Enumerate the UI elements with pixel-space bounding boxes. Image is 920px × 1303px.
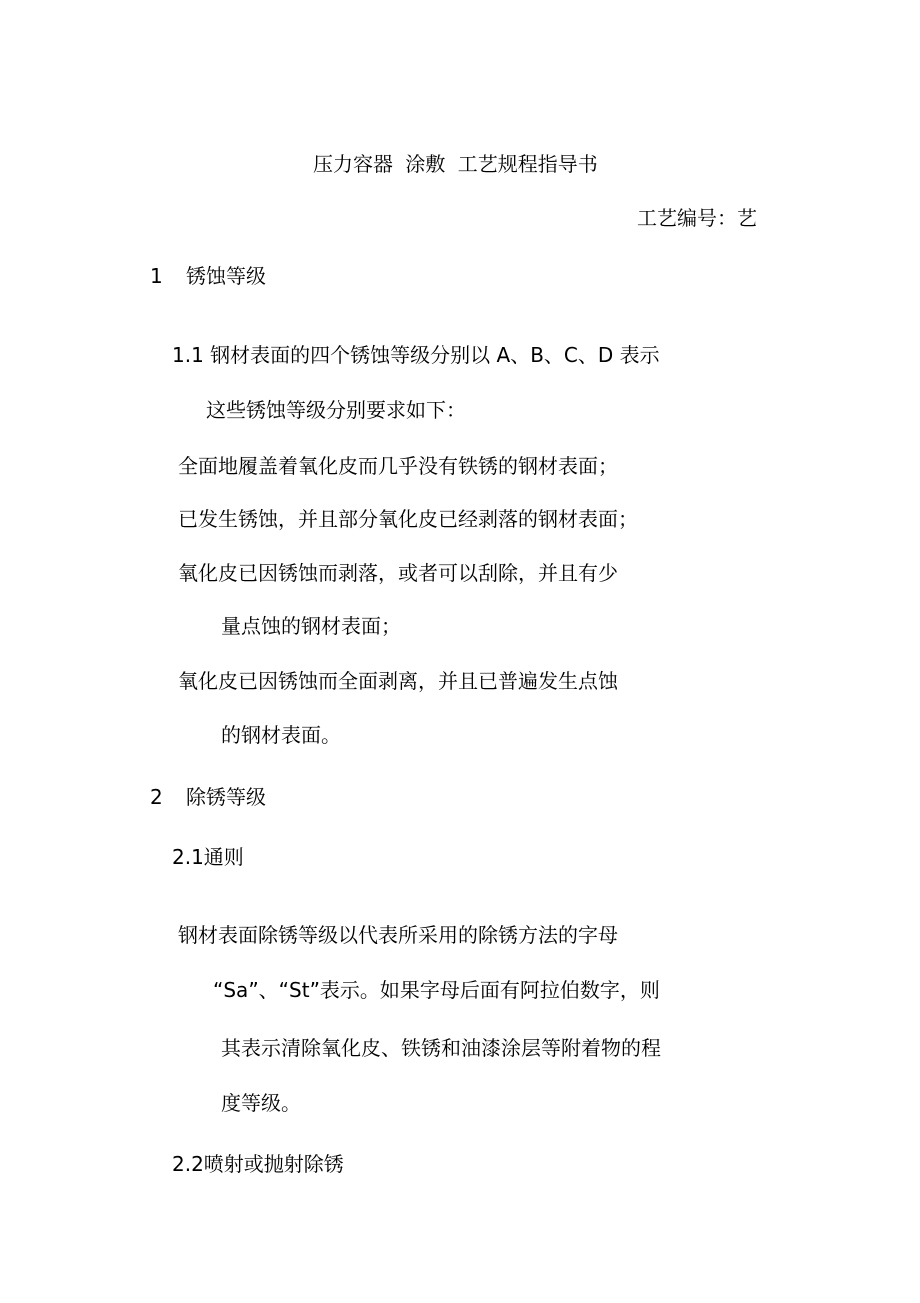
rust-grade-c-continued: 量点蚀的钢材表面； — [221, 614, 401, 638]
rust-grade-d-continued: 的钢材表面。 — [221, 723, 341, 747]
section-2-heading — [150, 785, 266, 809]
section-title: 除锈等级 — [186, 785, 266, 809]
rust-grade-a: 全面地履盖着氧化皮而几乎没有铁锈的钢材表面； — [178, 454, 618, 478]
document-title: 压力容器 涂敷 工艺规程指导书 — [313, 152, 598, 176]
paragraph-line: “Sa”、“St”表示。如果字母后面有阿拉伯数字，则 — [213, 978, 660, 1002]
subsection-1-1-line: 1.1 钢材表面的四个锈蚀等级分别以 A、B、C、D 表示 — [172, 343, 660, 367]
subsection-2-2-heading: 2.2喷射或抛射除锈 — [172, 1152, 344, 1176]
section-title: 锈蚀等级 — [186, 264, 266, 288]
section-number: 1 — [150, 264, 163, 288]
subsection-1-1-intro: 这些锈蚀等级分别要求如下： — [206, 398, 466, 422]
section-1-heading — [150, 264, 266, 288]
rust-grade-d: 氧化皮已因锈蚀而全面剥离，并且已普遍发生点蚀 — [178, 669, 618, 693]
paragraph-line: 度等级。 — [221, 1091, 301, 1115]
process-number: 工艺编号：艺 — [637, 206, 757, 230]
rust-grade-c: 氧化皮已因锈蚀而剥落，或者可以刮除，并且有少 — [178, 561, 618, 585]
paragraph-line: 其表示清除氧化皮、铁锈和油漆涂层等附着物的程 — [221, 1036, 661, 1060]
paragraph-line: 钢材表面除锈等级以代表所采用的除锈方法的字母 — [178, 923, 618, 947]
section-number: 2 — [150, 785, 163, 809]
rust-grade-b: 已发生锈蚀，并且部分氧化皮已经剥落的钢材表面； — [178, 507, 638, 531]
subsection-2-1-heading: 2.1通则 — [172, 845, 244, 869]
